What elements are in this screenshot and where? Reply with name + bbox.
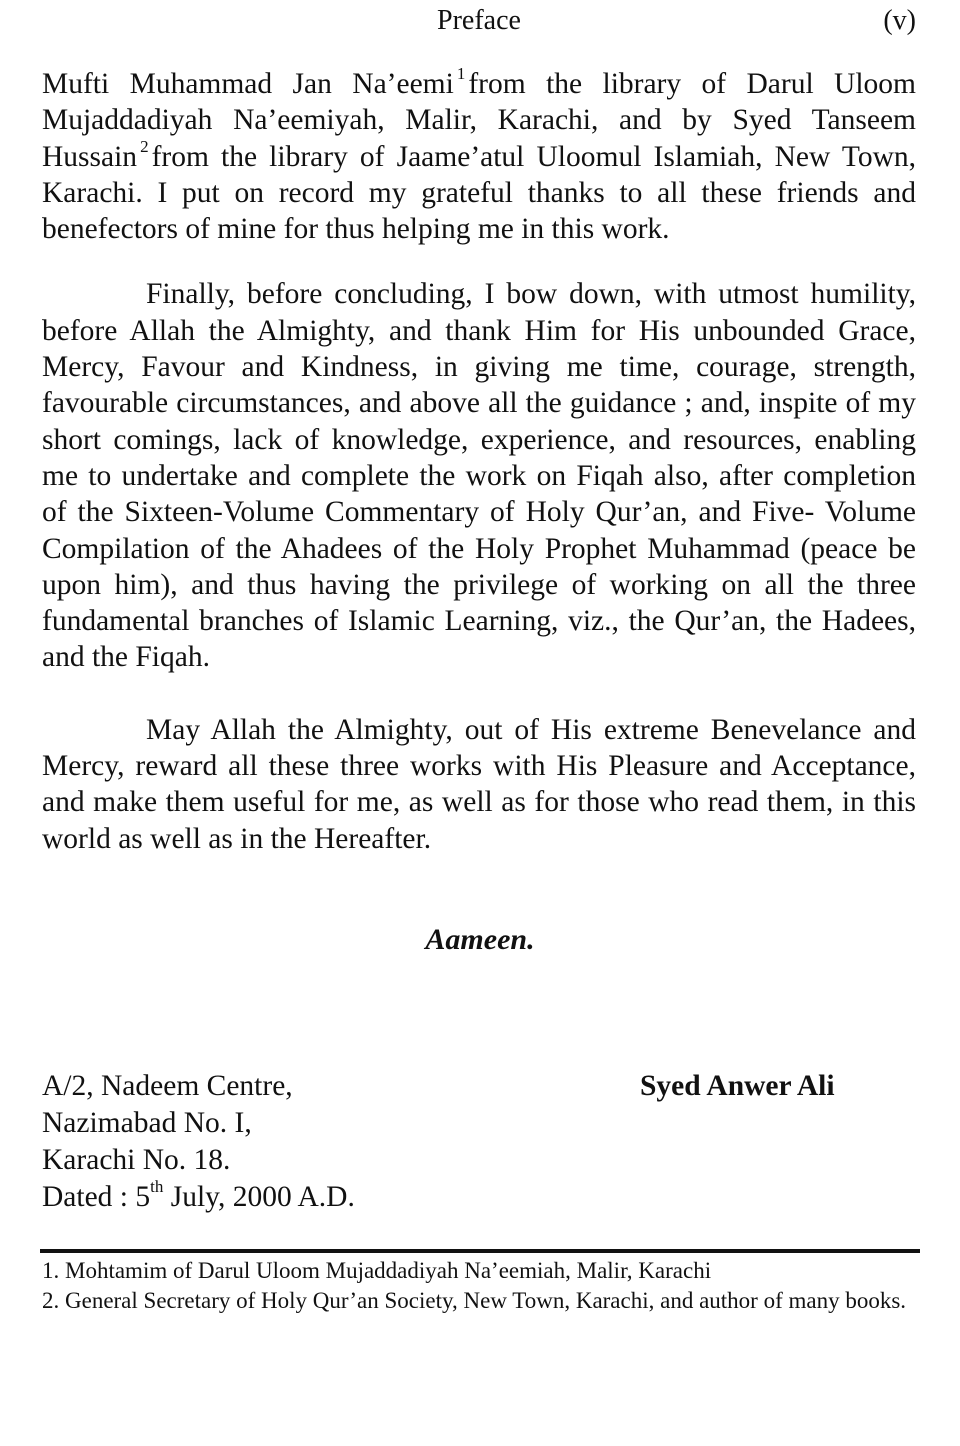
paragraph-text: Mufti Muhammad Jan Na’eemi [42,68,454,100]
address-line: A/2, Nadeem Centre, [42,1070,293,1102]
footnote-1: 1. Mohtamim of Darul Uloom Mujaddadiyah Na’eemiah, Malir, Karachi [42,1258,712,1283]
footnote-ref-2: 2 [140,136,149,156]
paragraph-conclusion: Finally, before concluding, I bow down, with utmost humility, before Allah the Almighty, and thank Him for His unbounded Grace, Mercy, Favour and Kindness, in giving me time, courage, strength, favourable circumstances, and above all the guidance ; and, inspite of my short comings, lack of knowledge, experience, and resources, enabling me to undertake and complete the work on Fiqah also, after completion of the Sixteen-Volume Commentary of Holy Qur’an, and Five- Volume Compilation of the Ahadees of the Holy Prophet Muhammad (peace be upon him), and thus having the privilege of working on all the three fundamental branches of Islamic Learning, viz., the Qur’an, the Hadees, and the Fiqah. [42,278,916,674]
closing-word: Aameen. [425,923,535,956]
date-suffix: July, 2000 A.D. [163,1181,355,1213]
page-title: Preface [437,5,521,36]
paragraph-prayer: May Allah the Almighty, out of His extreme Benevelance and Mercy, reward all these three works with His Pleasure and Acceptance, and make them useful for me, as well as for those who read them, in this world as well as in the Hereafter. [42,713,916,855]
footnote-ref-1: 1 [456,64,466,83]
page-header [42,4,916,38]
date-ordinal: th [150,1177,164,1196]
paragraph-text: from the library of Darul Uloom Mujaddadiyah Na’eemiyah, Malir, Karachi, and by Syed Tanseem Hussain [42,68,917,173]
footnote-divider [40,1249,920,1253]
footnotes [42,1256,916,1316]
address-block [42,1068,562,1216]
page-number: (v) [883,5,916,36]
footnote-2: 2. General Secretary of Holy Qur’an Society, New Town, Karachi, and author of many books. [42,1288,907,1313]
date-line [42,1179,562,1216]
date-prefix: Dated : 5 [42,1181,151,1213]
body-text [42,66,916,857]
address-line: Nazimabad No. I, [42,1107,252,1139]
author-signature: Syed Anwer Ali [640,1070,835,1102]
paragraph-acknowledgements [42,66,916,247]
address-line: Karachi No. 18. [42,1144,231,1176]
paragraph-text: from the library of Jaame’atul Uloomul Islamiah, New Town, Karachi. I put on record my grateful thanks to all these friends and benefectors of mine for thus helping me in this work. [42,140,916,246]
